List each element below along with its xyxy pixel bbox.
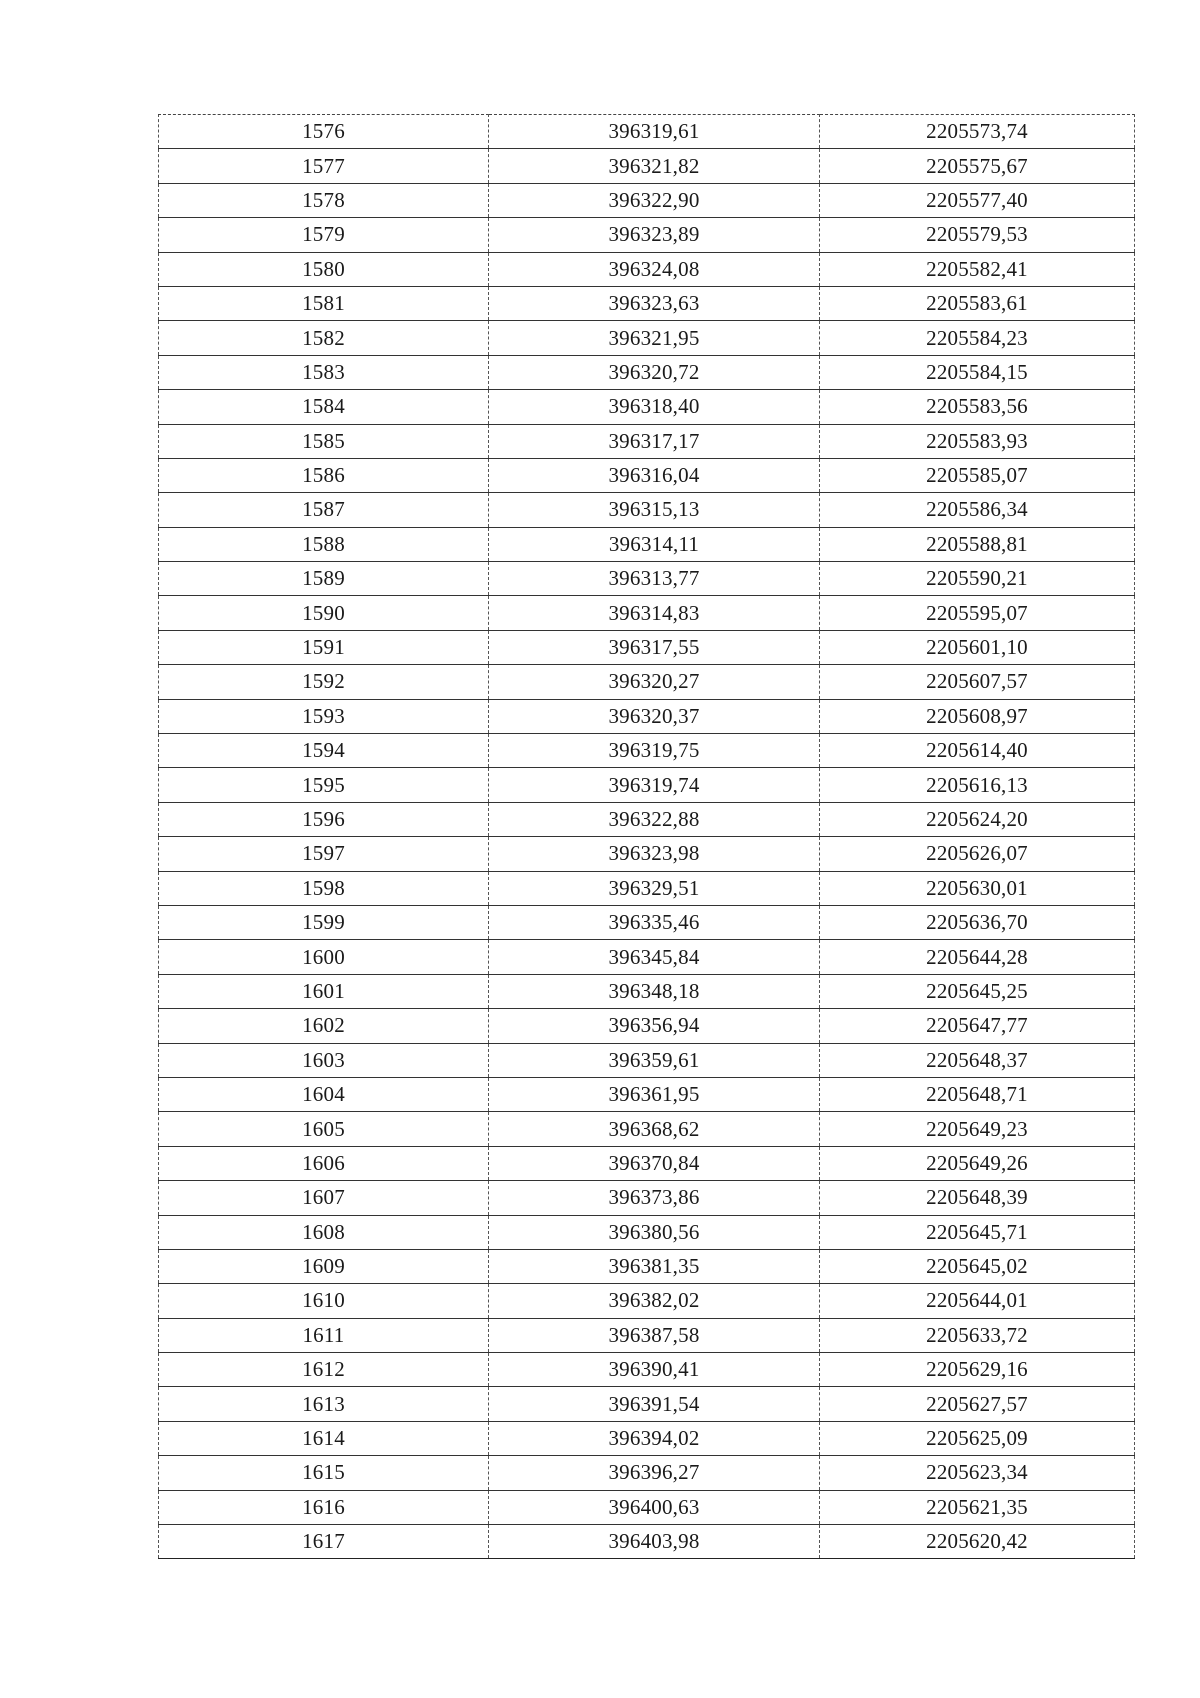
y-coordinate-cell: 2205577,40	[820, 183, 1135, 217]
x-coordinate-cell: 396316,04	[489, 458, 820, 492]
point-number-cell: 1602	[159, 1009, 489, 1043]
point-number-cell: 1595	[159, 768, 489, 802]
point-number-cell: 1594	[159, 734, 489, 768]
point-number-cell: 1585	[159, 424, 489, 458]
y-coordinate-cell: 2205583,61	[820, 286, 1135, 320]
x-coordinate-cell: 396368,62	[489, 1112, 820, 1146]
point-number-cell: 1613	[159, 1387, 489, 1421]
y-coordinate-cell: 2205645,02	[820, 1249, 1135, 1283]
point-number-cell: 1600	[159, 940, 489, 974]
y-coordinate-cell: 2205588,81	[820, 527, 1135, 561]
point-number-cell: 1577	[159, 149, 489, 183]
point-number-cell: 1611	[159, 1318, 489, 1352]
x-coordinate-cell: 396323,63	[489, 286, 820, 320]
table-row	[159, 390, 1135, 424]
x-coordinate-cell: 396373,86	[489, 1181, 820, 1215]
point-number-cell: 1612	[159, 1353, 489, 1387]
table-row	[159, 1043, 1135, 1077]
table-row	[159, 1490, 1135, 1524]
table-row	[159, 630, 1135, 664]
y-coordinate-cell: 2205627,57	[820, 1387, 1135, 1421]
x-coordinate-cell: 396361,95	[489, 1077, 820, 1111]
point-number-cell: 1583	[159, 355, 489, 389]
y-coordinate-cell: 2205644,28	[820, 940, 1135, 974]
y-coordinate-cell: 2205575,67	[820, 149, 1135, 183]
y-coordinate-cell: 2205629,16	[820, 1353, 1135, 1387]
table-row	[159, 837, 1135, 871]
point-number-cell: 1579	[159, 218, 489, 252]
x-coordinate-cell: 396370,84	[489, 1146, 820, 1180]
point-number-cell: 1607	[159, 1181, 489, 1215]
table-row	[159, 527, 1135, 561]
x-coordinate-cell: 396323,98	[489, 837, 820, 871]
y-coordinate-cell: 2205584,15	[820, 355, 1135, 389]
table-row	[159, 1181, 1135, 1215]
table-row	[159, 355, 1135, 389]
table-row	[159, 321, 1135, 355]
x-coordinate-cell: 396318,40	[489, 390, 820, 424]
table-row	[159, 1318, 1135, 1352]
y-coordinate-cell: 2205607,57	[820, 665, 1135, 699]
x-coordinate-cell: 396320,72	[489, 355, 820, 389]
y-coordinate-cell: 2205584,23	[820, 321, 1135, 355]
x-coordinate-cell: 396322,90	[489, 183, 820, 217]
table-row	[159, 1525, 1135, 1559]
x-coordinate-cell: 396315,13	[489, 493, 820, 527]
x-coordinate-cell: 396314,83	[489, 596, 820, 630]
point-number-cell: 1576	[159, 115, 489, 149]
y-coordinate-cell: 2205649,23	[820, 1112, 1135, 1146]
x-coordinate-cell: 396348,18	[489, 974, 820, 1008]
x-coordinate-cell: 396329,51	[489, 871, 820, 905]
table-row	[159, 596, 1135, 630]
table-row	[159, 1284, 1135, 1318]
point-number-cell: 1590	[159, 596, 489, 630]
table-row	[159, 1353, 1135, 1387]
y-coordinate-cell: 2205645,71	[820, 1215, 1135, 1249]
y-coordinate-cell: 2205579,53	[820, 218, 1135, 252]
y-coordinate-cell: 2205601,10	[820, 630, 1135, 664]
table-row	[159, 1077, 1135, 1111]
table-row	[159, 424, 1135, 458]
x-coordinate-cell: 396319,74	[489, 768, 820, 802]
table-row	[159, 1387, 1135, 1421]
y-coordinate-cell: 2205648,39	[820, 1181, 1135, 1215]
x-coordinate-cell: 396382,02	[489, 1284, 820, 1318]
point-number-cell: 1589	[159, 562, 489, 596]
coordinates-table-body	[159, 115, 1135, 1559]
y-coordinate-cell: 2205586,34	[820, 493, 1135, 527]
y-coordinate-cell: 2205573,74	[820, 115, 1135, 149]
point-number-cell: 1584	[159, 390, 489, 424]
table-row	[159, 1421, 1135, 1455]
point-number-cell: 1581	[159, 286, 489, 320]
table-row	[159, 871, 1135, 905]
y-coordinate-cell: 2205624,20	[820, 802, 1135, 836]
y-coordinate-cell: 2205595,07	[820, 596, 1135, 630]
table-row	[159, 1112, 1135, 1146]
point-number-cell: 1580	[159, 252, 489, 286]
y-coordinate-cell: 2205590,21	[820, 562, 1135, 596]
point-number-cell: 1582	[159, 321, 489, 355]
table-row	[159, 665, 1135, 699]
x-coordinate-cell: 396394,02	[489, 1421, 820, 1455]
table-row	[159, 1249, 1135, 1283]
x-coordinate-cell: 396396,27	[489, 1456, 820, 1490]
table-row	[159, 493, 1135, 527]
table-row	[159, 734, 1135, 768]
x-coordinate-cell: 396380,56	[489, 1215, 820, 1249]
point-number-cell: 1592	[159, 665, 489, 699]
table-row	[159, 115, 1135, 149]
table-row	[159, 905, 1135, 939]
y-coordinate-cell: 2205633,72	[820, 1318, 1135, 1352]
coordinates-table	[158, 114, 1135, 1559]
table-row	[159, 149, 1135, 183]
x-coordinate-cell: 396320,37	[489, 699, 820, 733]
point-number-cell: 1586	[159, 458, 489, 492]
point-number-cell: 1608	[159, 1215, 489, 1249]
table-row	[159, 562, 1135, 596]
table-row	[159, 252, 1135, 286]
point-number-cell: 1599	[159, 905, 489, 939]
point-number-cell: 1615	[159, 1456, 489, 1490]
point-number-cell: 1588	[159, 527, 489, 561]
table-row	[159, 1215, 1135, 1249]
y-coordinate-cell: 2205582,41	[820, 252, 1135, 286]
point-number-cell: 1606	[159, 1146, 489, 1180]
x-coordinate-cell: 396319,75	[489, 734, 820, 768]
x-coordinate-cell: 396381,35	[489, 1249, 820, 1283]
table-row	[159, 1456, 1135, 1490]
point-number-cell: 1597	[159, 837, 489, 871]
x-coordinate-cell: 396320,27	[489, 665, 820, 699]
x-coordinate-cell: 396317,55	[489, 630, 820, 664]
y-coordinate-cell: 2205648,71	[820, 1077, 1135, 1111]
point-number-cell: 1591	[159, 630, 489, 664]
x-coordinate-cell: 396321,95	[489, 321, 820, 355]
table-row	[159, 218, 1135, 252]
point-number-cell: 1598	[159, 871, 489, 905]
x-coordinate-cell: 396400,63	[489, 1490, 820, 1524]
table-row	[159, 699, 1135, 733]
point-number-cell: 1609	[159, 1249, 489, 1283]
x-coordinate-cell: 396403,98	[489, 1525, 820, 1559]
y-coordinate-cell: 2205623,34	[820, 1456, 1135, 1490]
x-coordinate-cell: 396314,11	[489, 527, 820, 561]
point-number-cell: 1596	[159, 802, 489, 836]
x-coordinate-cell: 396387,58	[489, 1318, 820, 1352]
point-number-cell: 1605	[159, 1112, 489, 1146]
y-coordinate-cell: 2205649,26	[820, 1146, 1135, 1180]
y-coordinate-cell: 2205585,07	[820, 458, 1135, 492]
point-number-cell: 1617	[159, 1525, 489, 1559]
point-number-cell: 1616	[159, 1490, 489, 1524]
x-coordinate-cell: 396359,61	[489, 1043, 820, 1077]
x-coordinate-cell: 396322,88	[489, 802, 820, 836]
table-row	[159, 974, 1135, 1008]
point-number-cell: 1578	[159, 183, 489, 217]
point-number-cell: 1604	[159, 1077, 489, 1111]
y-coordinate-cell: 2205583,56	[820, 390, 1135, 424]
y-coordinate-cell: 2205645,25	[820, 974, 1135, 1008]
y-coordinate-cell: 2205621,35	[820, 1490, 1135, 1524]
y-coordinate-cell: 2205620,42	[820, 1525, 1135, 1559]
x-coordinate-cell: 396319,61	[489, 115, 820, 149]
y-coordinate-cell: 2205644,01	[820, 1284, 1135, 1318]
y-coordinate-cell: 2205636,70	[820, 905, 1135, 939]
point-number-cell: 1593	[159, 699, 489, 733]
y-coordinate-cell: 2205648,37	[820, 1043, 1135, 1077]
point-number-cell: 1601	[159, 974, 489, 1008]
point-number-cell: 1603	[159, 1043, 489, 1077]
x-coordinate-cell: 396317,17	[489, 424, 820, 458]
y-coordinate-cell: 2205583,93	[820, 424, 1135, 458]
table-row	[159, 286, 1135, 320]
y-coordinate-cell: 2205614,40	[820, 734, 1135, 768]
table-row	[159, 802, 1135, 836]
x-coordinate-cell: 396335,46	[489, 905, 820, 939]
x-coordinate-cell: 396345,84	[489, 940, 820, 974]
x-coordinate-cell: 396321,82	[489, 149, 820, 183]
table-row	[159, 1009, 1135, 1043]
table-row	[159, 1146, 1135, 1180]
x-coordinate-cell: 396391,54	[489, 1387, 820, 1421]
y-coordinate-cell: 2205616,13	[820, 768, 1135, 802]
x-coordinate-cell: 396324,08	[489, 252, 820, 286]
point-number-cell: 1614	[159, 1421, 489, 1455]
y-coordinate-cell: 2205647,77	[820, 1009, 1135, 1043]
table-row	[159, 183, 1135, 217]
x-coordinate-cell: 396356,94	[489, 1009, 820, 1043]
x-coordinate-cell: 396323,89	[489, 218, 820, 252]
y-coordinate-cell: 2205608,97	[820, 699, 1135, 733]
point-number-cell: 1587	[159, 493, 489, 527]
x-coordinate-cell: 396313,77	[489, 562, 820, 596]
y-coordinate-cell: 2205626,07	[820, 837, 1135, 871]
point-number-cell: 1610	[159, 1284, 489, 1318]
x-coordinate-cell: 396390,41	[489, 1353, 820, 1387]
y-coordinate-cell: 2205625,09	[820, 1421, 1135, 1455]
table-row	[159, 458, 1135, 492]
table-row	[159, 940, 1135, 974]
table-row	[159, 768, 1135, 802]
y-coordinate-cell: 2205630,01	[820, 871, 1135, 905]
